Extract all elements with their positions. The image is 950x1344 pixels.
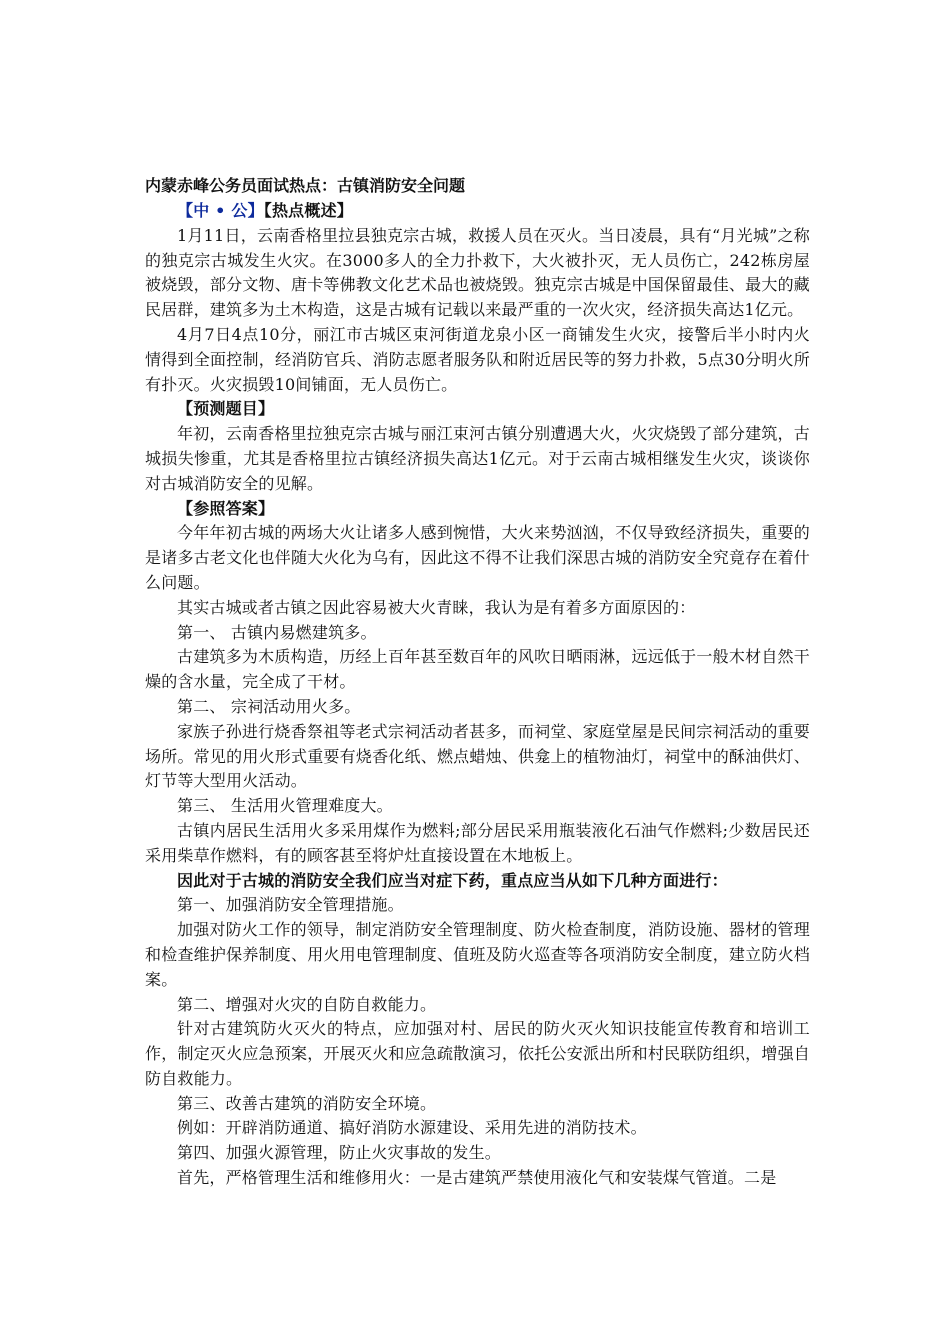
paragraph-19: 第四、加强火源管理，防止火灾事故的发生。: [177, 1143, 502, 1163]
paragraph-12: 因此对于古城的消防安全我们应当对症下药，重点应当从如下几种方面进行：: [177, 870, 728, 890]
paragraph-11: 古镇内居民生活用火多采用煤作为燃料;部分居民采用瓶装液化石油气作燃料;少数居民还采用柴草作燃料，有的顾客甚至将炉灶直接设置在木地板上。: [145, 820, 810, 865]
paragraph-2: 4月7日4点10分，丽江市古城区束河街道龙泉小区一商铺发生火灾，接警后半小时内火情得到全面控制，经消防官兵、消防志愿者服务队和附近居民等的努力扑救，5点30分明火所有扑灭。火灾损毁10间铺面，无人员伤亡。: [145, 324, 810, 394]
paragraph-18: 例如：开辟消防通道、搞好消防水源建设、采用先进的消防技术。: [177, 1118, 647, 1138]
section-overview-label: 【热点概述】: [263, 201, 353, 220]
paragraph-13: 第一、加强消防安全管理措施。: [177, 895, 404, 915]
paragraph-5: 其实古城或者古镇之因此容易被大火青睐，我认为是有着多方面原因的：: [177, 597, 696, 617]
paragraph-17: 第三、改善古建筑的消防安全环境。: [177, 1093, 437, 1113]
paragraph-6: 第一、 古镇内易燃建筑多。: [177, 622, 377, 642]
paragraph-7: 古建筑多为木质构造，历经上百年甚至数百年的风吹日晒雨淋，远远低于一般木材自然干燥的含水量，完全成了干材。: [145, 647, 810, 692]
paragraph-3: 年初，云南香格里拉独克宗古城与丽江束河古镇分别遭遇大火，火灾烧毁了部分建筑，古城损失惨重，尤其是香格里拉古镇经济损失高达1亿元。对于云南古城相继发生火灾，谈谈你对古城消防安全的见解。: [145, 424, 810, 493]
paragraph-20: 首先，严格管理生活和维修用火：一是古建筑严禁使用液化气和安装煤气管道。二是: [177, 1168, 777, 1188]
document-title: 内蒙赤峰公务员面试热点：古镇消防安全问题: [145, 176, 466, 195]
paragraph-1: 1月11日，云南香格里拉县独克宗古城，救援人员在灭火。当日凌晨，具有“月光城”之称的独克宗古城发生火灾。在3000多人的全力扑救下，大火被扑灭，无人员伤亡，242栋房屋被烧毁，部分文物、唐卡等佛教文化艺术品也被烧毁。独克宗古城是中国保留最佳、最大的藏民居群，建筑多为土木构造，这是古城有记载以来最严重的一次火灾，经济损失高达1亿元。: [145, 225, 810, 320]
brand-label: 【中 • 公】: [177, 201, 264, 220]
paragraph-10: 第三、 生活用火管理难度大。: [177, 796, 393, 816]
section-answer-label: 【参照答案】: [177, 498, 275, 518]
document-page: [145, 173, 810, 1191]
paragraph-14: 加强对防火工作的领导，制定消防安全管理制度、防火检查制度，消防设施、器材的管理和检查维护保养制度、用火用电管理制度、值班及防火巡查等各项消防安全制度，建立防火档案。: [145, 920, 810, 989]
paragraph-9: 家族子孙进行烧香祭祖等老式宗祠活动者甚多，而祠堂、家庭堂屋是民间宗祠活动的重要场所。常见的用火形式重要有烧香化纸、燃点蜡烛、供龛上的植物油灯，祠堂中的酥油供灯、灯节等大型用火活动。: [145, 721, 810, 791]
section-question-label: 【预测题目】: [177, 399, 275, 419]
paragraph-4: 今年年初古城的两场大火让诸多人感到惋惜，大火来势汹汹，不仅导致经济损失，重要的是诸多古老文化也伴随大火化为乌有，因此这不得不让我们深思古城的消防安全究竟存在着什么问题。: [145, 523, 810, 592]
paragraph-8: 第二、 宗祠活动用火多。: [177, 696, 361, 716]
overview-heading: [145, 199, 810, 224]
paragraph-16: 针对古建筑防火灭火的特点，应加强对村、居民的防火灭火知识技能宣传教育和培训工作，制定灭火应急预案，开展灭火和应急疏散演习，依托公安派出所和村民联防组织，增强自防自救能力。: [145, 1019, 810, 1088]
paragraph-15: 第二、增强对火灾的自防自救能力。: [177, 994, 437, 1014]
